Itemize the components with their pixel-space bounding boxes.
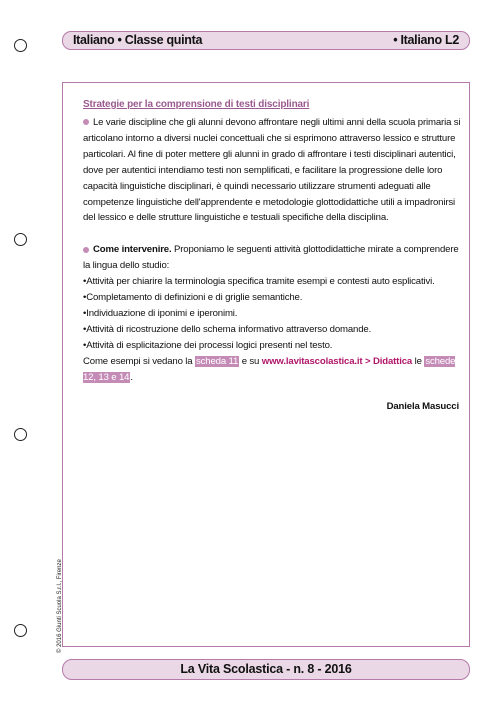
examples-text: . — [130, 371, 133, 383]
header-section: • Italiano L2 — [393, 33, 459, 47]
binder-hole-top — [14, 39, 27, 52]
examples-text: le — [412, 355, 425, 367]
method-lead: Come intervenire. — [93, 244, 172, 256]
binder-hole-lower-middle — [14, 428, 27, 441]
method-paragraph — [83, 242, 461, 274]
binder-hole-upper-middle — [14, 233, 27, 246]
intro-paragraph — [83, 115, 461, 226]
article-title: Strategie per la comprensione di testi disciplinari — [83, 99, 310, 110]
copyright-notice: © 2016 Giunti Scuola S.r.l., Firenze — [57, 559, 63, 653]
website-link[interactable]: www.lavitascolastica.it > Didattica — [261, 355, 413, 367]
page-header — [62, 31, 470, 50]
list-item: • Completamento di definizioni e di griglie semantiche. — [83, 290, 461, 306]
activity-list — [83, 274, 461, 354]
list-item: • Individuazione di iponimi e iperonimi. — [83, 306, 461, 322]
binder-hole-bottom — [14, 624, 27, 637]
examples-text: e su — [239, 355, 262, 367]
list-item: • Attività per chiarire la terminologia specifica tramite esempi e contesti auto esplicativi. — [83, 274, 461, 290]
worksheets-reference: schede 12, 13 e 14 — [83, 355, 456, 383]
article-body — [83, 98, 461, 414]
examples-paragraph — [83, 354, 461, 386]
worksheet-reference: scheda 11 — [195, 355, 239, 367]
examples-text: Come esempi si vedano la — [83, 355, 195, 367]
list-item: • Attività di ricostruzione dello schema informativo attraverso domande. — [83, 322, 461, 338]
method-text: Proponiamo le seguenti attività glottodidattiche mirate a comprendere la lingua dello studio: — [83, 244, 459, 272]
page-footer — [62, 659, 470, 680]
author-signature: Daniela Masucci — [386, 400, 459, 412]
paragraph-bullet-icon — [83, 119, 89, 125]
footer-publication: La Vita Scolastica - n. 8 - 2016 — [180, 662, 352, 676]
list-item: • Attività di esplicitazione dei processi logici presenti nel testo. — [83, 338, 461, 354]
paragraph-bullet-icon — [83, 247, 89, 253]
header-subject: Italiano • Classe quinta — [73, 33, 203, 47]
intro-text: Le varie discipline che gli alunni devono affrontare negli ultimi anni della scuola primaria si articolano intorno a diversi nuclei concettuali che si esprimono attraverso lessico e strutture particolari. Al fine di poter mettere gli alunni in grado di affrontare i testi disciplinari autentici, dove per autentici intendiamo testi non semplificati, e facilitare la progressione delle loro capacità linguistiche disciplinari, è quindi necessario utilizzare strumenti adeguati alle competenze linguistiche dell'apprendente e metodologie glottodidattiche utili a impadronirsi del lessico e delle strutture linguistiche e testuali specifiche della disciplina. — [83, 117, 461, 224]
